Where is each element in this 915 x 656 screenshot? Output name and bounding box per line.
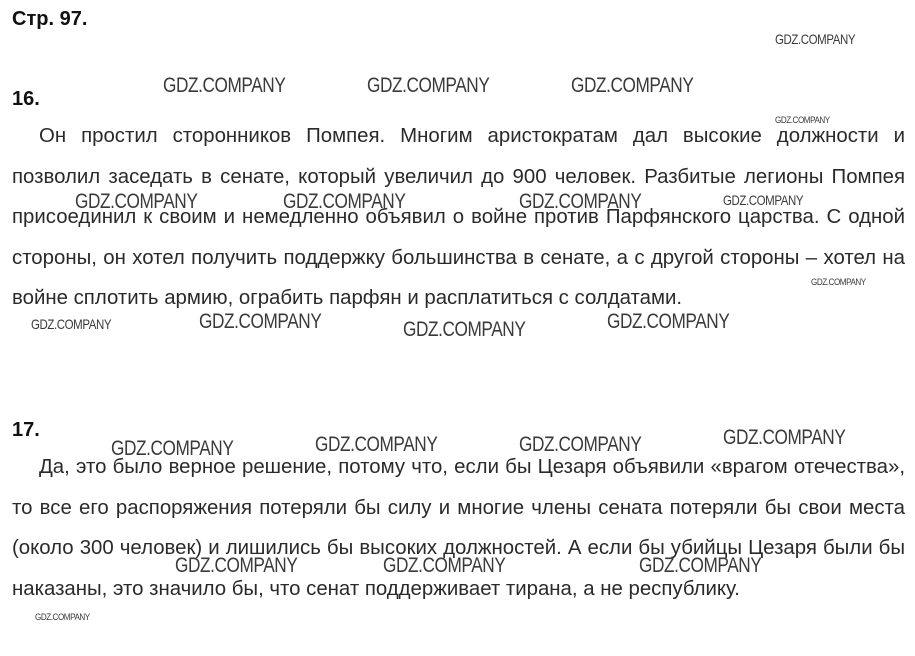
task-number-17: 17. bbox=[12, 419, 40, 441]
watermark: GDZ.COMPANY bbox=[639, 554, 762, 577]
watermark: GDZ.COMPANY bbox=[519, 190, 642, 213]
task-number-16: 16. bbox=[12, 88, 40, 110]
watermark: GDZ.COMPANY bbox=[811, 277, 866, 287]
watermark: GDZ.COMPANY bbox=[607, 310, 730, 333]
watermark: GDZ.COMPANY bbox=[199, 310, 322, 333]
watermark: GDZ.COMPANY bbox=[111, 437, 234, 460]
watermark: GDZ.COMPANY bbox=[775, 31, 856, 47]
watermark: GDZ.COMPANY bbox=[723, 192, 804, 208]
watermark: GDZ.COMPANY bbox=[403, 318, 526, 341]
watermark: GDZ.COMPANY bbox=[383, 554, 506, 577]
watermark: GDZ.COMPANY bbox=[283, 190, 406, 213]
task-answer-17: Да, это было верное решение, потому что, если бы Цезаря объявили «врагом отечества», то все его распоряжения потеряли бы силу и многие члены сената потеряли бы свои места (около 300 человек) и лишились бы высоких должностей. А если бы убийцы Цезаря были бы наказаны, это значило бы, что сенат поддерживает тирана, а не республику. bbox=[12, 456, 905, 600]
task-answer-16: Он простил сторонников Помпея. Многим аристократам дал высокие должности и позволил заседать в сенате, который увеличил до 900 человек. Разбитые легионы Помпея присоединил к своим и немедленно объявил о войне против Парфянского царства. С одной стороны, он хотел получить поддержку большинства в сенате, а с другой стороны – хотел на войне сплотить армию, ограбить парфян и расплатиться с солдатами. bbox=[12, 125, 905, 310]
watermark: GDZ.COMPANY bbox=[723, 426, 846, 449]
watermark: GDZ.COMPANY bbox=[31, 316, 112, 332]
watermark: GDZ.COMPANY bbox=[775, 115, 830, 125]
watermark: GDZ.COMPANY bbox=[175, 554, 298, 577]
watermark: GDZ.COMPANY bbox=[35, 612, 90, 622]
watermark: GDZ.COMPANY bbox=[163, 74, 286, 97]
watermark: GDZ.COMPANY bbox=[519, 433, 642, 456]
page-label: Стр. 97. bbox=[12, 8, 88, 30]
watermark: GDZ.COMPANY bbox=[367, 74, 490, 97]
watermark: GDZ.COMPANY bbox=[315, 433, 438, 456]
watermark: GDZ.COMPANY bbox=[571, 74, 694, 97]
watermark: GDZ.COMPANY bbox=[75, 190, 198, 213]
